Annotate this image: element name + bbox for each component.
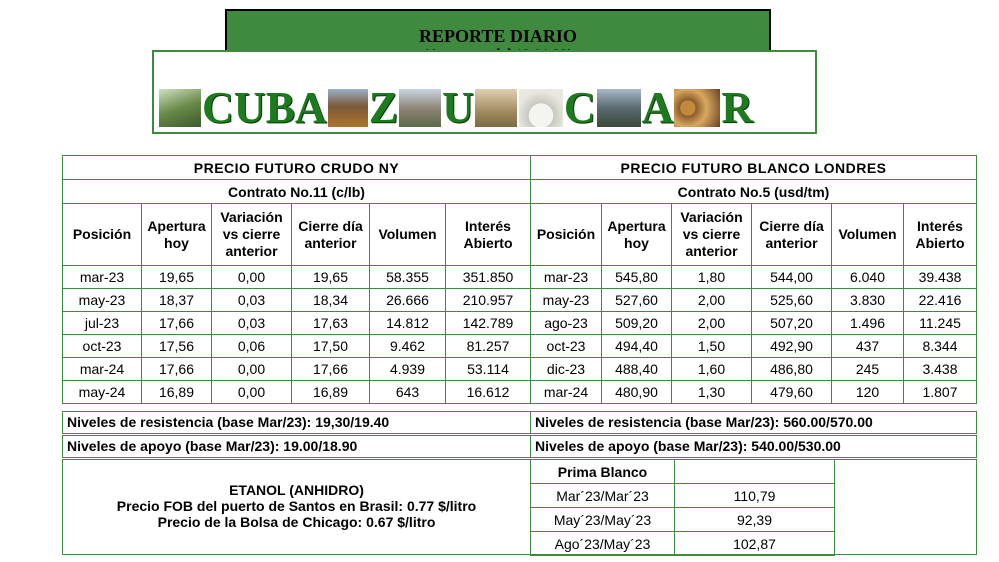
table-cell: may-24 (63, 381, 142, 404)
table-row (531, 289, 977, 312)
table-cell: mar-23 (531, 266, 602, 289)
table-cell: Ago´23/May´23 (531, 532, 675, 556)
table-cell: 14.812 (370, 312, 446, 335)
logo-letter: C (202, 83, 234, 132)
table-row (63, 266, 531, 289)
logo-letter: B (265, 83, 295, 132)
table-cell: 2,00 (672, 289, 752, 312)
column-header: Volumen (832, 204, 904, 266)
table-cell: 16,89 (142, 381, 212, 404)
table-cell: jul-23 (63, 312, 142, 335)
prima-blanco-table (530, 459, 835, 556)
table-cell: 4.939 (370, 358, 446, 381)
table-row (63, 312, 531, 335)
table-cell: 488,40 (602, 358, 672, 381)
table-row (531, 358, 977, 381)
column-header: Apertura hoy (602, 204, 672, 266)
table-row (531, 532, 835, 556)
column-header: Interés Abierto (904, 204, 977, 266)
table-cell: 527,60 (602, 289, 672, 312)
table-cell: 19,65 (292, 266, 370, 289)
table-cell: 53.114 (446, 358, 531, 381)
report-title: REPORTE DIARIO (419, 26, 577, 46)
table-cell: 509,20 (602, 312, 672, 335)
table-cell: 16.612 (446, 381, 531, 404)
sugar-photo-icon (475, 89, 517, 127)
ny-support-levels: Niveles de apoyo (base Mar/23): 19.00/18.90 (62, 435, 531, 458)
ny-contract: Contrato No.11 (c/lb) (63, 180, 531, 204)
sugar-pile-photo-icon (519, 89, 563, 127)
sugar-sacks-photo-icon (674, 89, 720, 127)
field-photo-icon (328, 89, 368, 127)
table-cell: 1,30 (672, 381, 752, 404)
london-support-levels: Niveles de apoyo (base Mar/23): 540.00/530.00 (530, 435, 977, 458)
table-cell: 92,39 (675, 508, 835, 532)
table-cell: 22.416 (904, 289, 977, 312)
logo-letter: R (721, 83, 754, 132)
logo-letter: A (294, 83, 327, 132)
table-cell: 525,60 (752, 289, 832, 312)
london-contract: Contrato No.5 (usd/tm) (531, 180, 977, 204)
prima-title: Prima Blanco (531, 460, 675, 484)
table-cell: 643 (370, 381, 446, 404)
table-cell: 437 (832, 335, 904, 358)
table-cell: May´23/May´23 (531, 508, 675, 532)
support-levels-row (62, 435, 977, 458)
table-cell: 16,89 (292, 381, 370, 404)
table-cell: mar-24 (63, 358, 142, 381)
table-cell: 486,80 (752, 358, 832, 381)
table-cell: 39.438 (904, 266, 977, 289)
table-cell: 6.040 (832, 266, 904, 289)
table-cell: 17,66 (142, 358, 212, 381)
etanol-fob-price: Precio FOB del puerto de Santos en Brasil: 0.77 $/litro (116, 498, 477, 514)
column-header: Posición (63, 204, 142, 266)
table-row (531, 335, 977, 358)
table-cell: 102,87 (675, 532, 835, 556)
table-row (63, 358, 531, 381)
table-cell: 1,50 (672, 335, 752, 358)
table-cell: 18,34 (292, 289, 370, 312)
table-cell: may-23 (531, 289, 602, 312)
column-header: Posición (531, 204, 602, 266)
table-row (531, 508, 835, 532)
table-cell: dic-23 (531, 358, 602, 381)
resistance-levels-row (62, 411, 977, 434)
table-cell: 120 (832, 381, 904, 404)
table-cell: oct-23 (531, 335, 602, 358)
logo-letter: A (641, 83, 674, 132)
table-cell: oct-23 (63, 335, 142, 358)
table-row (531, 484, 835, 508)
port-photo-icon (597, 89, 641, 127)
table-row (531, 266, 977, 289)
table-cell: 11.245 (904, 312, 977, 335)
table-cell: 544,00 (752, 266, 832, 289)
table-cell: 1,80 (672, 266, 752, 289)
logo-letter: U (442, 83, 474, 132)
column-header: Apertura hoy (142, 204, 212, 266)
table-cell: 210.957 (446, 289, 531, 312)
ny-resistance-levels: Niveles de resistencia (base Mar/23): 19,30/19.40 (62, 411, 531, 434)
table-row (63, 289, 531, 312)
table-cell: 17,63 (292, 312, 370, 335)
table-cell: may-23 (63, 289, 142, 312)
logo-letter: U (233, 83, 266, 132)
column-header: Variación vs cierre anterior (672, 204, 752, 266)
prima-header-empty (675, 460, 835, 484)
table-cell: 9.462 (370, 335, 446, 358)
table-cell: 480,90 (602, 381, 672, 404)
column-header: Variación vs cierre anterior (212, 204, 292, 266)
table-cell: 507,20 (752, 312, 832, 335)
table-cell: 17,66 (292, 358, 370, 381)
table-cell: 81.257 (446, 335, 531, 358)
ny-section-title: PRECIO FUTURO CRUDO NY (63, 156, 531, 180)
column-header: Interés Abierto (446, 204, 531, 266)
logo-letter: C (563, 83, 596, 132)
ny-futures-table (62, 155, 531, 404)
table-cell: 0,00 (212, 266, 292, 289)
cubazucar-logo (158, 83, 816, 132)
table-cell: 3.830 (832, 289, 904, 312)
etanol-chicago-price: Precio de la Bolsa de Chicago: 0.67 $/litro (157, 514, 436, 530)
table-cell: 17,66 (142, 312, 212, 335)
table-cell: 26.666 (370, 289, 446, 312)
table-cell: 58.355 (370, 266, 446, 289)
table-cell: 479,60 (752, 381, 832, 404)
column-header: Volumen (370, 204, 446, 266)
table-cell: 245 (832, 358, 904, 381)
table-cell: 19,65 (142, 266, 212, 289)
table-cell: 1.496 (832, 312, 904, 335)
logo-letter: Z (368, 83, 399, 132)
table-cell: 545,80 (602, 266, 672, 289)
table-row (63, 335, 531, 358)
etanol-title: ETANOL (ANHIDRO) (229, 482, 364, 498)
table-cell: 351.850 (446, 266, 531, 289)
table-cell: 2,00 (672, 312, 752, 335)
table-cell: mar-24 (531, 381, 602, 404)
table-cell: 142.789 (446, 312, 531, 335)
table-cell: mar-23 (63, 266, 142, 289)
table-cell: ago-23 (531, 312, 602, 335)
table-cell: 3.438 (904, 358, 977, 381)
london-futures-table (530, 155, 977, 404)
table-cell: 18,37 (142, 289, 212, 312)
column-header: Cierre día anterior (752, 204, 832, 266)
mill-photo-icon (399, 89, 441, 127)
table-cell: Mar´23/Mar´23 (531, 484, 675, 508)
table-cell: 1,60 (672, 358, 752, 381)
table-cell: 8.344 (904, 335, 977, 358)
etanol-section (62, 459, 531, 555)
table-cell: 0,00 (212, 358, 292, 381)
sugarcane-photo-icon (159, 89, 201, 127)
table-cell: 492,90 (752, 335, 832, 358)
table-cell: 110,79 (675, 484, 835, 508)
london-resistance-levels: Niveles de resistencia (base Mar/23): 560.00/570.00 (530, 411, 977, 434)
london-section-title: PRECIO FUTURO BLANCO LONDRES (531, 156, 977, 180)
table-row (63, 381, 531, 404)
table-cell: 0,06 (212, 335, 292, 358)
column-header: Cierre día anterior (292, 204, 370, 266)
table-row (531, 381, 977, 404)
table-cell: 1.807 (904, 381, 977, 404)
table-row (531, 312, 977, 335)
table-cell: 0,03 (212, 312, 292, 335)
table-cell: 0,00 (212, 381, 292, 404)
table-cell: 17,56 (142, 335, 212, 358)
table-cell: 494,40 (602, 335, 672, 358)
table-cell: 0,03 (212, 289, 292, 312)
table-cell: 17,50 (292, 335, 370, 358)
